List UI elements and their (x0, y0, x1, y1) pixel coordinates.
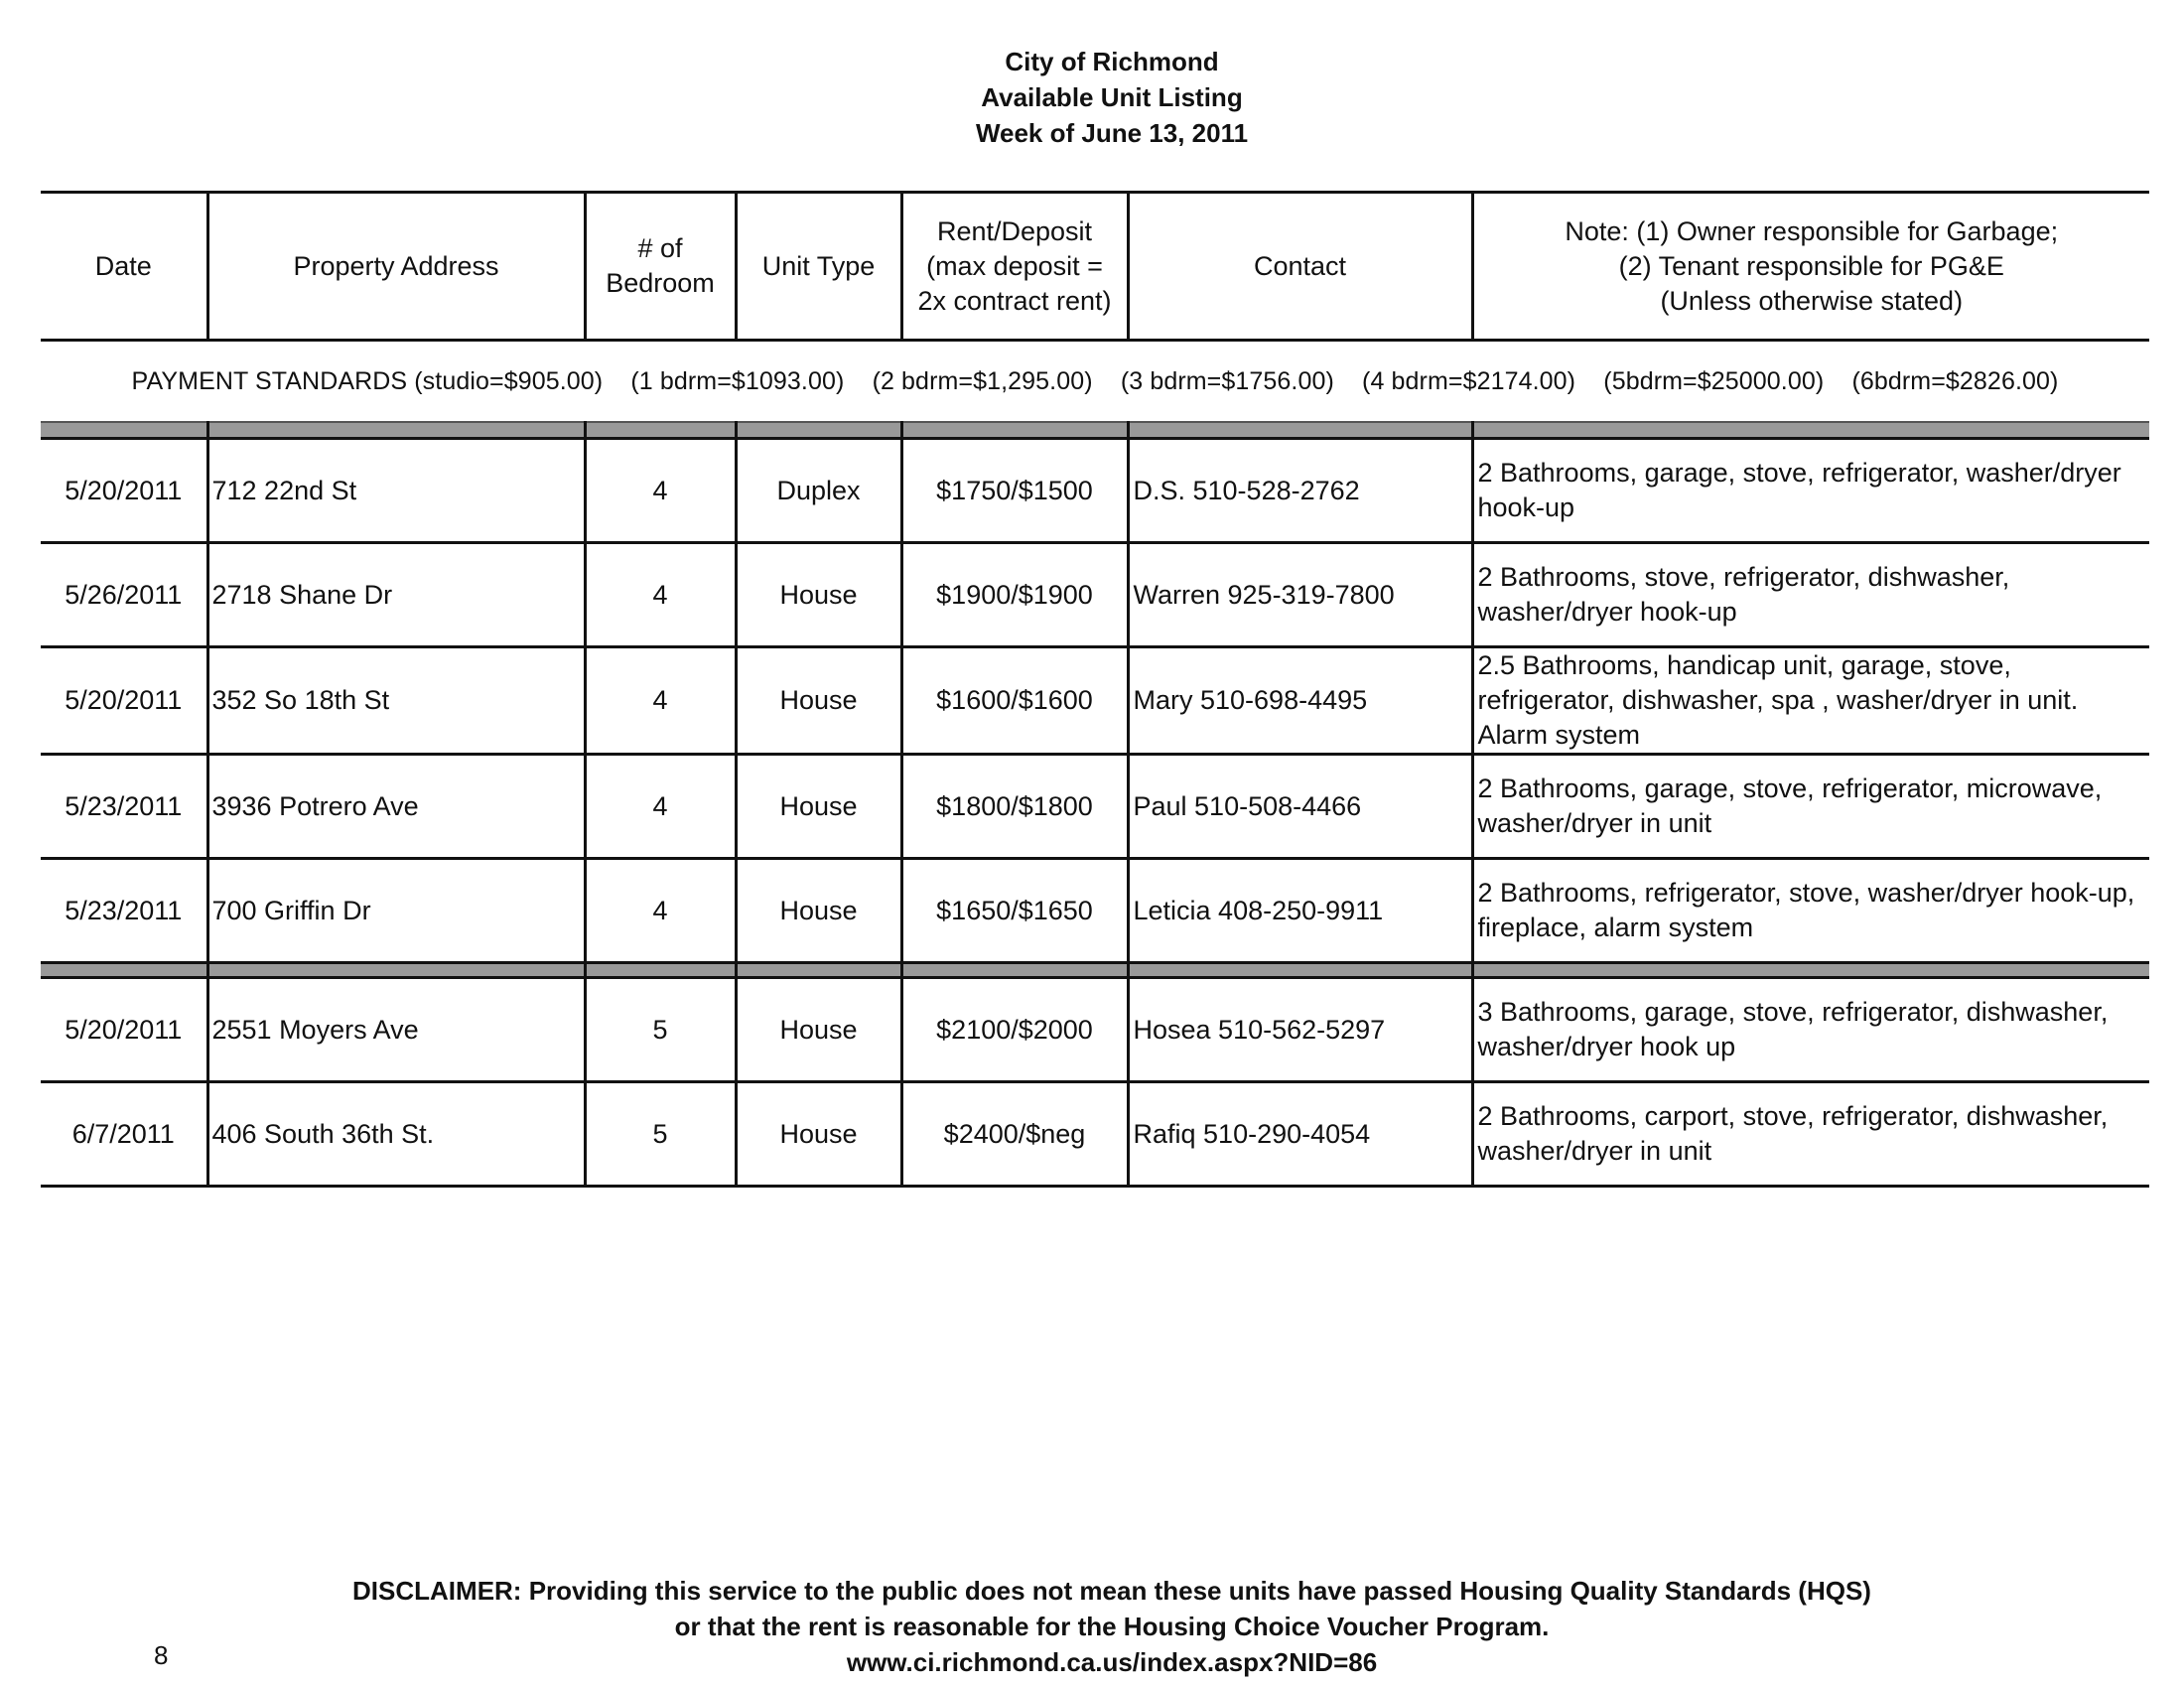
cell-contact: Leticia 408-250-9911 (1128, 859, 1472, 963)
table-row (41, 647, 2149, 755)
cell-contact: Mary 510-698-4495 (1128, 647, 1472, 755)
cell-address: 352 So 18th St (207, 647, 585, 755)
header-week: Week of June 13, 2011 (975, 118, 1249, 148)
page-number: 8 (154, 1640, 169, 1670)
cell-date: 5/23/2011 (41, 755, 207, 859)
payment-standards: PAYMENT STANDARDS (studio=$905.00) (1 bdrm=$1093.00) (2 bdrm=$1,295.00) (3 bdrm=$1756.00) (4 bdrm=$2174.00) (5bdrm=$25000.00) (6bdrm=$2826.00) (131, 366, 2059, 395)
cell-rent: $1600/$1600 (901, 647, 1128, 755)
cell-note: 3 Bathrooms, garage, stove, refrigerator, dishwasher, washer/dryer hook up (1472, 978, 2149, 1082)
cell-unit-type: House (736, 978, 901, 1082)
cell-unit-type: Duplex (736, 439, 901, 543)
cell-bedrooms: 4 (585, 755, 736, 859)
col-header-note: Note: (1) Owner responsible for Garbage; (2) Tenant responsible for PG&E (Unless otherwise stated) (1472, 193, 2149, 341)
cell-date: 5/23/2011 (41, 859, 207, 963)
cell-address: 406 South 36th St. (207, 1082, 585, 1187)
section-divider (41, 422, 2149, 439)
table-row (41, 978, 2149, 1082)
payment-standards-row (41, 341, 2149, 423)
col-header-address: Property Address (207, 193, 585, 341)
cell-note: 2.5 Bathrooms, handicap unit, garage, stove, refrigerator, dishwasher, spa , washer/dryer in unit. Alarm system (1472, 647, 2149, 755)
document-header (0, 44, 2184, 151)
cell-rent: $1900/$1900 (901, 543, 1128, 647)
cell-bedrooms: 4 (585, 439, 736, 543)
disclaimer-line-2: or that the rent is reasonable for the Housing Choice Voucher Program. (674, 1612, 1550, 1641)
cell-bedrooms: 4 (585, 859, 736, 963)
disclaimer-line-1: DISCLAIMER: Providing this service to the public does not mean these units have passed Housing Quality Standards (HQS) (352, 1576, 1871, 1606)
cell-rent: $1650/$1650 (901, 859, 1128, 963)
cell-note: 2 Bathrooms, garage, stove, refrigerator, washer/dryer hook-up (1472, 439, 2149, 543)
cell-date: 6/7/2011 (41, 1082, 207, 1187)
header-title: Available Unit Listing (981, 82, 1243, 112)
cell-address: 2551 Moyers Ave (207, 978, 585, 1082)
col-header-bedroom: # of Bedroom (585, 193, 736, 341)
table-row (41, 1082, 2149, 1187)
cell-unit-type: House (736, 859, 901, 963)
header-city: City of Richmond (1005, 47, 1219, 76)
cell-address: 2718 Shane Dr (207, 543, 585, 647)
cell-rent: $2400/$neg (901, 1082, 1128, 1187)
cell-address: 700 Griffin Dr (207, 859, 585, 963)
cell-address: 712 22nd St (207, 439, 585, 543)
cell-unit-type: House (736, 543, 901, 647)
cell-unit-type: House (736, 1082, 901, 1187)
col-header-rent: Rent/Deposit (max deposit = 2x contract rent) (901, 193, 1128, 341)
table-row (41, 755, 2149, 859)
unit-listing-table (41, 191, 2149, 1188)
cell-date: 5/20/2011 (41, 647, 207, 755)
cell-unit-type: House (736, 755, 901, 859)
cell-contact: D.S. 510-528-2762 (1128, 439, 1472, 543)
col-header-date: Date (41, 193, 207, 341)
cell-contact: Rafiq 510-290-4054 (1128, 1082, 1472, 1187)
cell-bedrooms: 5 (585, 978, 736, 1082)
cell-unit-type: House (736, 647, 901, 755)
table-row (41, 859, 2149, 963)
cell-note: 2 Bathrooms, garage, stove, refrigerator, microwave, washer/dryer in unit (1472, 755, 2149, 859)
disclaimer (0, 1573, 2184, 1680)
table-row (41, 439, 2149, 543)
table-header-row (41, 193, 2149, 341)
col-header-unit-type: Unit Type (736, 193, 901, 341)
table-row (41, 543, 2149, 647)
cell-rent: $1750/$1500 (901, 439, 1128, 543)
col-header-contact: Contact (1128, 193, 1472, 341)
cell-rent: $2100/$2000 (901, 978, 1128, 1082)
cell-bedrooms: 4 (585, 543, 736, 647)
cell-address: 3936 Potrero Ave (207, 755, 585, 859)
cell-note: 2 Bathrooms, stove, refrigerator, dishwasher, washer/dryer hook-up (1472, 543, 2149, 647)
cell-contact: Hosea 510-562-5297 (1128, 978, 1472, 1082)
cell-rent: $1800/$1800 (901, 755, 1128, 859)
cell-contact: Paul 510-508-4466 (1128, 755, 1472, 859)
cell-date: 5/20/2011 (41, 439, 207, 543)
cell-date: 5/26/2011 (41, 543, 207, 647)
cell-contact: Warren 925-319-7800 (1128, 543, 1472, 647)
cell-bedrooms: 4 (585, 647, 736, 755)
section-divider (41, 963, 2149, 978)
cell-date: 5/20/2011 (41, 978, 207, 1082)
cell-note: 2 Bathrooms, refrigerator, stove, washer/dryer hook-up, fireplace, alarm system (1472, 859, 2149, 963)
cell-bedrooms: 5 (585, 1082, 736, 1187)
footer-url: www.ci.richmond.ca.us/index.aspx?NID=86 (846, 1647, 1378, 1677)
cell-note: 2 Bathrooms, carport, stove, refrigerator, dishwasher, washer/dryer in unit (1472, 1082, 2149, 1187)
